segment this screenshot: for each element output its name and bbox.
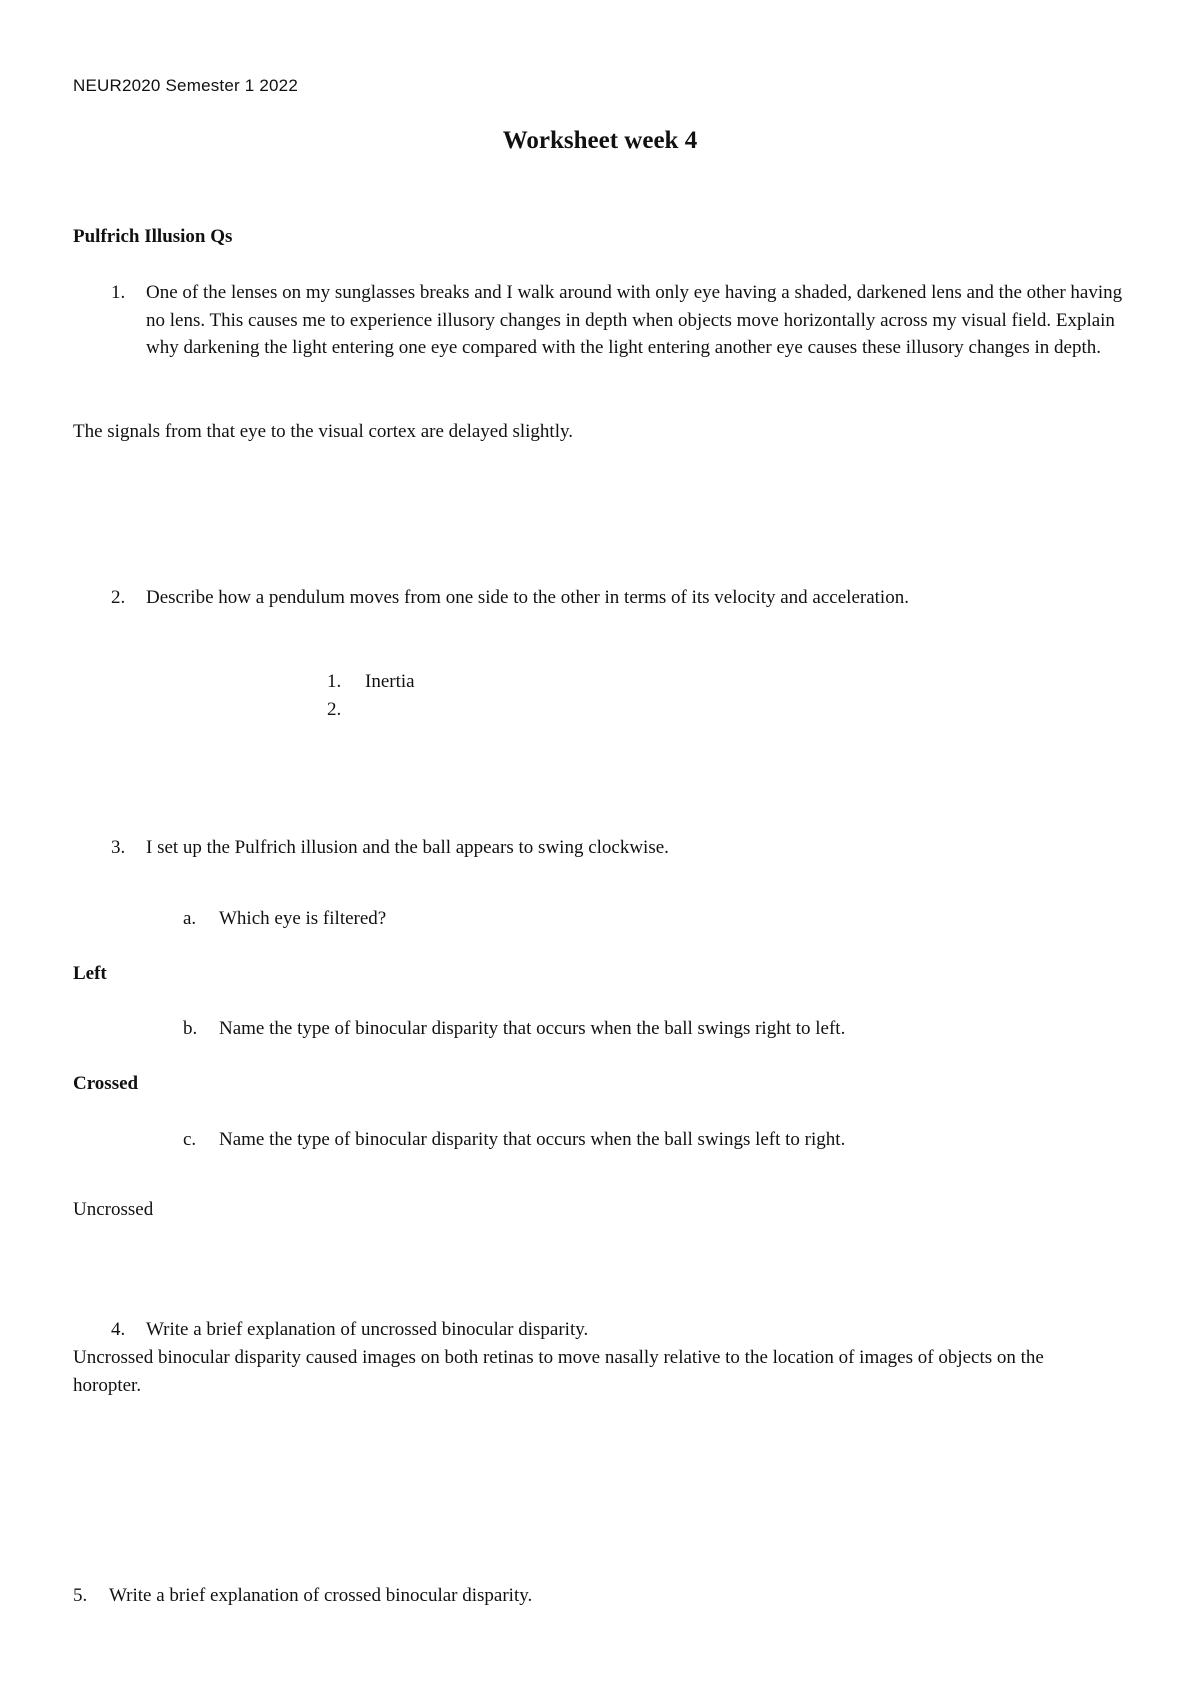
q4-text: Write a brief explanation of uncrossed binocular disparity. — [146, 1319, 589, 1340]
page-title: Worksheet week 4 — [502, 127, 698, 154]
q2-number: 2. — [111, 587, 126, 608]
q3-part-a-text: Which eye is filtered? — [219, 908, 387, 929]
q3-part-c-answer: Uncrossed — [73, 1199, 154, 1220]
q1-text: One of the lenses on my sunglasses breaks and I walk around with only eye having a shaded, darkened lens and the other having no lens. This causes me to experience illusory changes in depth when objects move horizontally across my visual field. Explain why darkening the light entering one eye compared with the light entering another eye causes these illusory changes in depth. — [146, 282, 1123, 358]
q3-part-a-letter: a. — [183, 908, 197, 929]
q1-number: 1. — [111, 282, 126, 303]
section-heading: Pulfrich Illusion Qs — [73, 226, 233, 247]
q3-part-b-text: Name the type of binocular disparity that occurs when the ball swings right to left. — [219, 1018, 846, 1039]
q5-text: Write a brief explanation of crossed binocular disparity. — [109, 1585, 533, 1606]
q5-number: 5. — [73, 1585, 88, 1606]
q3-part-c-letter: c. — [183, 1129, 197, 1150]
q3-part-a-answer: Left — [73, 963, 107, 984]
q3-part-c-text: Name the type of binocular disparity that occurs when the ball swings left to right. — [219, 1129, 846, 1150]
q3-text: I set up the Pulfrich illusion and the ball appears to swing clockwise. — [146, 837, 669, 858]
q3-part-b-answer: Crossed — [73, 1073, 139, 1094]
q3-part-b-letter: b. — [183, 1018, 198, 1039]
q4-answer: Uncrossed binocular disparity caused images on both retinas to move nasally relative to the location of images of objects on the horopter. — [73, 1347, 1044, 1396]
q3-number: 3. — [111, 837, 126, 858]
q2-sublist-number-1: 1. — [327, 671, 342, 692]
q2-text: Describe how a pendulum moves from one side to the other in terms of its velocity and acceleration. — [146, 587, 909, 608]
q2-sublist-item-1: Inertia — [365, 671, 415, 692]
q4-number: 4. — [111, 1319, 126, 1340]
q2-sublist-number-2: 2. — [327, 699, 342, 720]
page-header: NEUR2020 Semester 1 2022 — [73, 76, 298, 95]
q1-answer: The signals from that eye to the visual cortex are delayed slightly. — [73, 421, 574, 442]
